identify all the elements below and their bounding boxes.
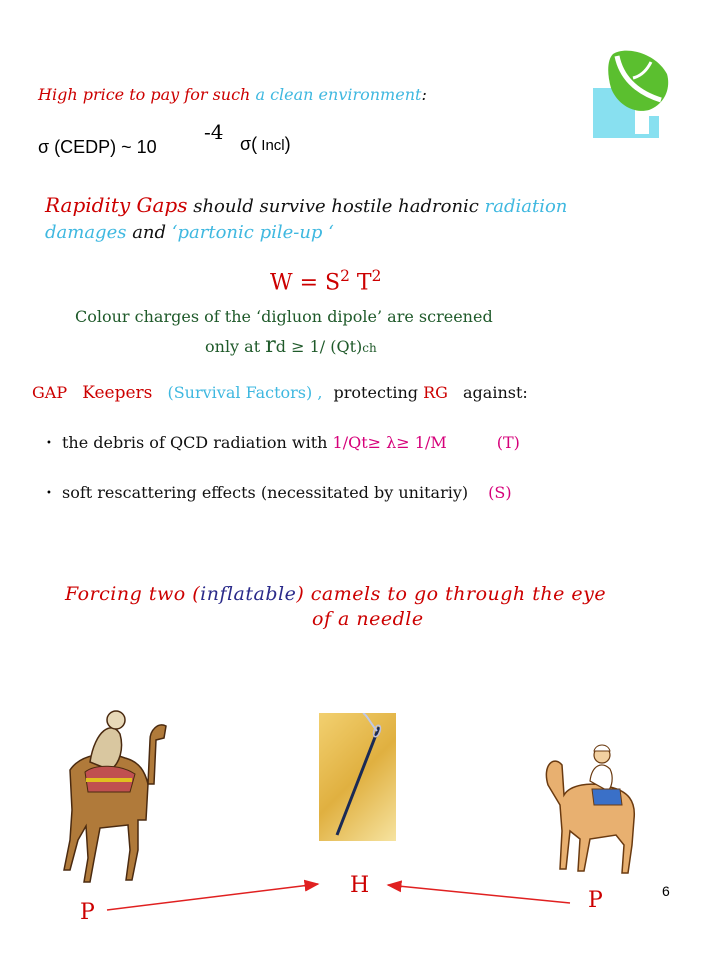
soft-rescattering-text: soft rescattering effects (necessitated by unitariy) (62, 483, 469, 502)
against-text: against: (463, 383, 528, 402)
and-text: and (126, 222, 172, 243)
survive-text: should survive hostile hadronic (187, 196, 485, 217)
t-square: 2 (371, 267, 382, 285)
intro-text: High price to pay for such (38, 85, 256, 104)
forcing-text: Forcing two ( (65, 583, 201, 605)
survival-factors-text: (Survival Factors) , (167, 383, 323, 402)
arrow-left-to-h (107, 884, 318, 910)
incl-text: Incl (257, 137, 285, 154)
h-label: H (350, 873, 370, 898)
p-right-label: P (588, 888, 603, 913)
rapidity-gaps-text: Rapidity Gaps (45, 193, 188, 217)
radiation-text: radiation (484, 196, 568, 217)
only-at-text: only at (205, 337, 266, 356)
sigma-exponent: -4 (204, 120, 224, 144)
d-sub: d (275, 337, 287, 356)
camels-text: ) camels to go through the eye (296, 583, 607, 605)
colon: : (421, 85, 427, 104)
p-left-label: P (80, 900, 95, 925)
forcing-line2: of a needle (312, 608, 424, 630)
debris-text: the debris of QCD radiation with (62, 433, 333, 452)
colour-charges-line1: Colour charges of the ‘digluon dipole’ are screened (75, 307, 493, 326)
s-label: (S) (488, 483, 512, 502)
page-number: 6 (662, 883, 670, 899)
t-text: T (349, 270, 372, 296)
t-label: (T) (496, 433, 520, 452)
r-symbol: r (265, 333, 276, 358)
clean-environment-text: a clean environment (255, 85, 422, 104)
ch-sub: ch (362, 341, 377, 355)
gap-text: GAP (32, 383, 68, 402)
close-paren: ) (284, 134, 291, 154)
ge-qt-text: ≥ 1/ (Qt) (286, 337, 363, 356)
s-square: 2 (340, 267, 350, 285)
w-s: W = S (270, 270, 341, 296)
arrow-right-to-h (388, 885, 570, 903)
sigma-cedp: σ (CEDP) ~ 10 (38, 137, 157, 157)
damages-text: damages (45, 222, 127, 243)
pileup-text: ‘partonic pile-up ‘ (171, 222, 334, 243)
inflatable-text: inflatable (200, 583, 297, 605)
rg-text: RG (423, 383, 448, 402)
sigma-symbol: σ( (240, 134, 258, 154)
protecting-text: protecting (333, 383, 424, 402)
keepers-text: Keepers (82, 383, 153, 403)
lambda-range: 1/Qt≥ λ≥ 1/M (332, 433, 447, 452)
